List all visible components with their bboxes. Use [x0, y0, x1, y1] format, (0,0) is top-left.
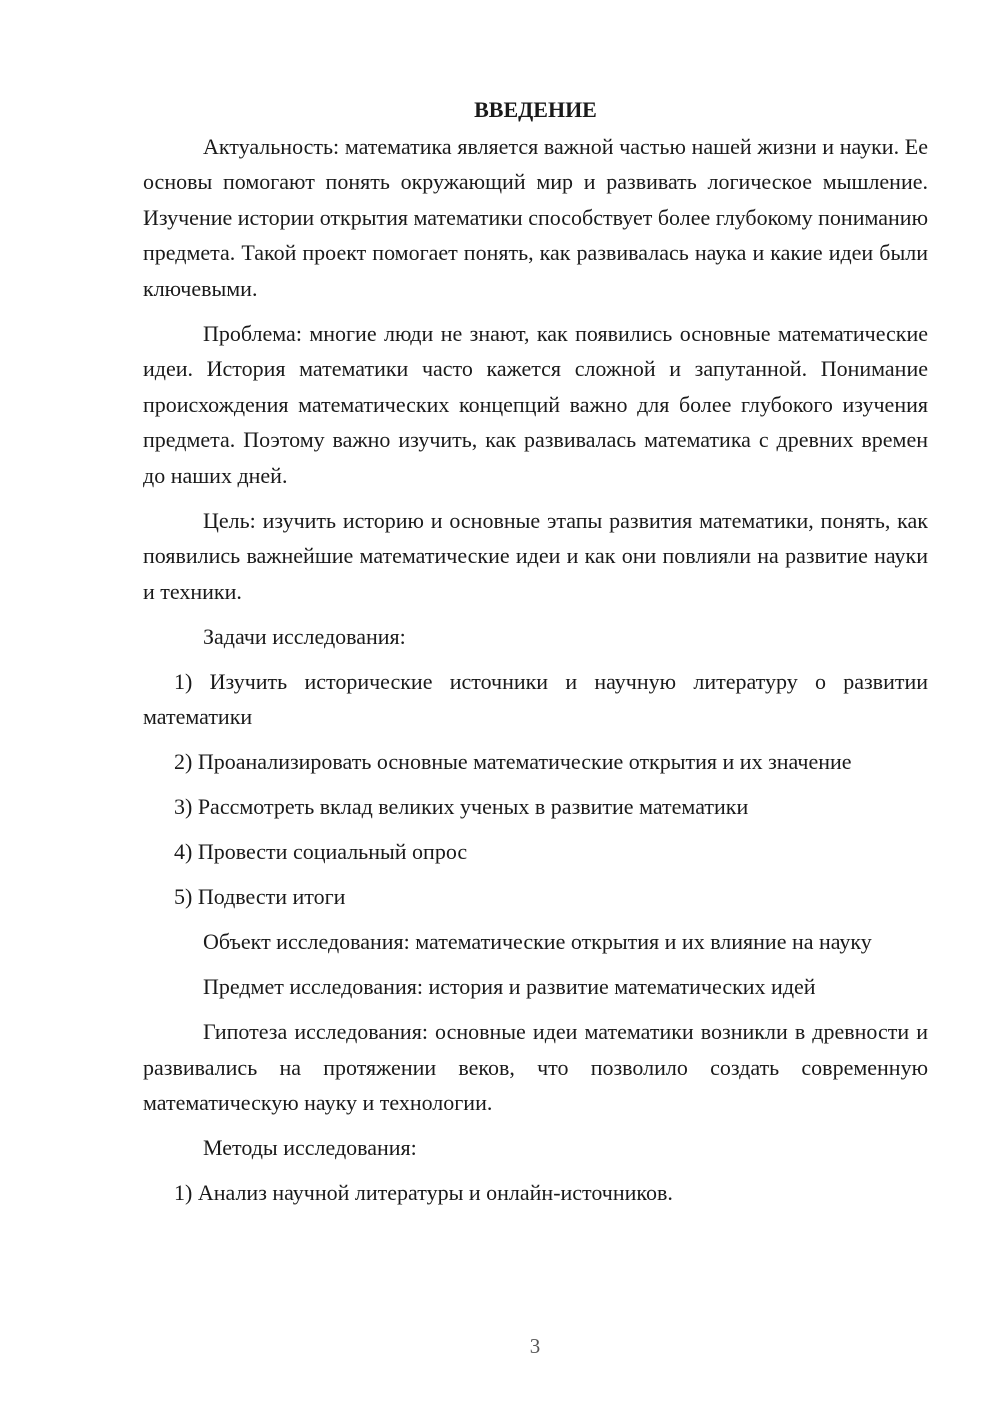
paragraph-goal: Цель: изучить историю и основные этапы развития математики, понять, как появились важнейшие математические идеи и как они повлияли на развитие науки и техники.: [143, 507, 928, 604]
paragraph-tasks-heading: Задачи исследования:: [203, 623, 406, 649]
paragraph-problem: Проблема: многие люди не знают, как появились основные математические идеи. История математики часто кажется сложной и запутанной. Понимание происхождения математических концепций важно для более глубокого изучения предмета. Поэтому важно изучить, как развивалась математика с древних времен до наших дней.: [143, 320, 928, 488]
paragraph-methods-heading: Методы исследования:: [203, 1135, 417, 1160]
paragraph-hypothesis: Гипотеза исследования: основные идеи математики возникли в древности и развивались на протяжении веков, что позволило создать современную математическую науку и технологии.: [143, 1019, 928, 1115]
list-item-task-1: 1) Изучить исторические источники и научную литературу о развитии математики: [143, 668, 928, 729]
list-item-task-5: 5) Подвести итоги: [174, 884, 346, 909]
list-item-task-4: 4) Провести социальный опрос: [174, 839, 468, 864]
paragraph-relevance: Актуальность: математика является важной частью нашей жизни и науки. Ее основы помогают понять окружающий мир и развивать логическое мышление. Изучение истории открытия математики способствует более глубокому пониманию предмета. Такой проект помогает понять, как развивалась наука и какие идеи были ключевыми.: [143, 133, 928, 301]
paragraph-subject: Предмет исследования: история и развитие математических идей: [203, 974, 816, 999]
list-item-method-1: 1) Анализ научной литературы и онлайн-источников.: [174, 1180, 673, 1205]
section-title: ВВЕДЕНИЕ: [474, 97, 597, 122]
document-page: [143, 92, 928, 1211]
page-number: 3: [529, 1334, 541, 1358]
paragraph-object: Объект исследования: математические открытия и их влияние на науку: [203, 929, 872, 954]
list-item-task-2: 2) Проанализировать основные математические открытия и их значение: [174, 749, 852, 774]
list-item-task-3: 3) Рассмотреть вклад великих ученых в развитие математики: [174, 794, 749, 819]
